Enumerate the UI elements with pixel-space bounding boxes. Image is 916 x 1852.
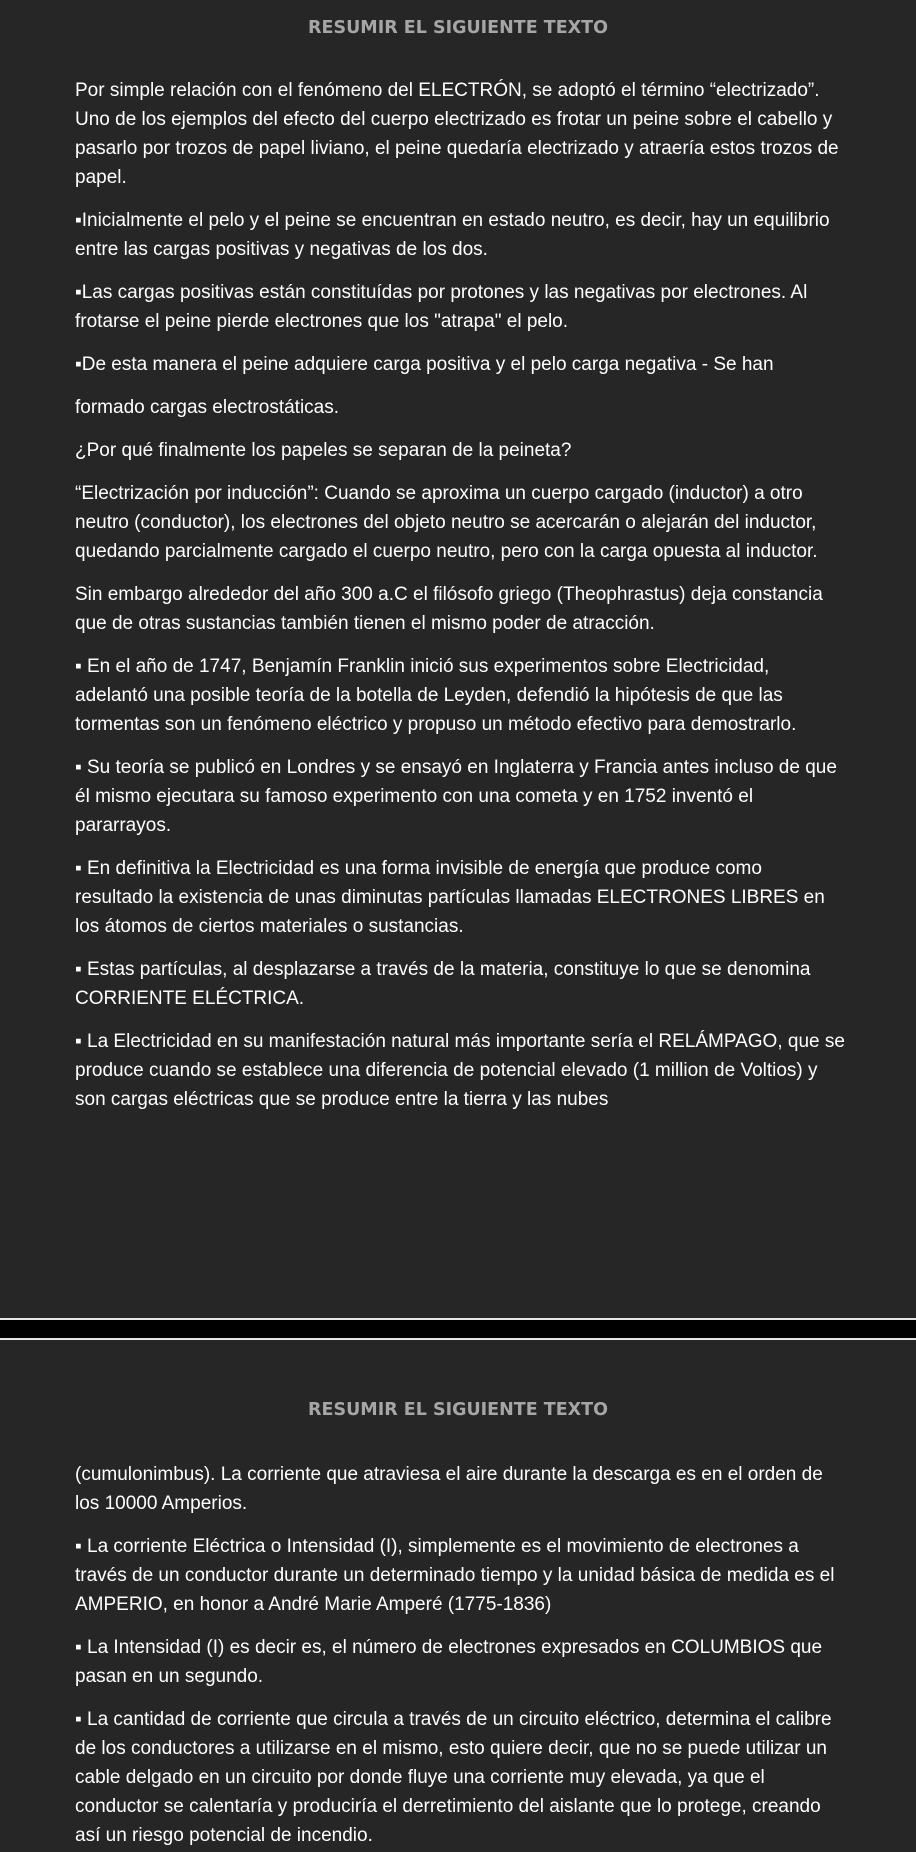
paragraph: ▪De esta manera el peine adquiere carga positiva y el pelo carga negativa - Se han: [75, 354, 774, 375]
paragraph: ▪Las cargas positivas están constituídas por protones y las negativas por electrones. Al frotarse el peine pierde electrones que los "atrapa" el pelo.: [75, 282, 808, 332]
paragraph: Por simple relación con el fenómeno del ELECTRÓN, se adoptó el término “electrizado”. Uno de los ejemplos del efecto del cuerpo electrizado es frotar un peine sobre el cabello y pasarlo por trozos de papel liviano, el peine quedaría electrizado y atraería estos trozos de papel.: [75, 80, 839, 188]
page-body: [75, 76, 845, 1128]
paragraph: ▪Inicialmente el pelo y el peine se encuentran en estado neutro, es decir, hay un equilibrio entre las cargas positivas y negativas de los dos.: [75, 210, 830, 260]
page-separator: [0, 1318, 916, 1340]
paragraph: ¿Por qué finalmente los papeles se separan de la peineta?: [75, 440, 572, 461]
paragraph: ▪ Estas partículas, al desplazarse a través de la materia, constituye lo que se denomina CORRIENTE ELÉCTRICA.: [75, 959, 811, 1009]
paragraph: formado cargas electrostáticas.: [75, 397, 340, 418]
paragraph: ▪ Su teoría se publicó en Londres y se ensayó en Inglaterra y Francia antes incluso de que él mismo ejecutara su famoso experimento con una cometa y en 1752 inventó el pararrayos.: [75, 757, 837, 836]
paragraph: “Electrización por inducción”: Cuando se aproxima un cuerpo cargado (inductor) a otro neutro (conductor), los electrones del objeto neutro se acercarán o alejarán del inductor, quedando parcialmente cargado el cuerpo neutro, pero con la carga opuesta al inductor.: [75, 483, 818, 562]
paragraph: Sin embargo alrededor del año 300 a.C el filósofo griego (Theophrastus) deja constancia que de otras sustancias también tienen el mismo poder de atracción.: [75, 584, 823, 634]
paragraph: ▪ En definitiva la Electricidad es una forma invisible de energía que produce como resultado la existencia de unas diminutas partículas llamadas ELECTRONES LIBRES en los átomos de ciertos materiales o sustancias.: [75, 858, 825, 937]
paragraph: ▪ La cantidad de corriente que circula a través de un circuito eléctrico, determina el calibre de los conductores a utilizarse en el mismo, esto quiere decir, que no se puede utilizar un cable delgado en un circuito por donde fluye una corriente muy elevada, ya que el conductor se calentaría y produciría el derretimiento del aislante que lo protege, creando así un riesgo potencial de incendio.: [75, 1709, 832, 1846]
page-heading: RESUMIR EL SIGUIENTE TEXTO: [308, 18, 608, 38]
page-body: [75, 1460, 845, 1852]
paragraph: (cumulonimbus). La corriente que atraviesa el aire durante la descarga es en el orden de los 10000 Amperios.: [75, 1464, 823, 1514]
paragraph: ▪ En el año de 1747, Benjamín Franklin inició sus experimentos sobre Electricidad, adelantó una posible teoría de la botella de Leyden, defendió la hipótesis de que las tormentas son un fenómeno eléctrico y propuso un método efectivo para demostrarlo.: [75, 656, 797, 735]
document-page-2: [0, 1340, 916, 1852]
paragraph: ▪ La corriente Eléctrica o Intensidad (I), simplemente es el movimiento de electrones a través de un conductor durante un determinado tiempo y la unidad básica de medida es el AMPERIO, en honor a André Marie Amperé (1775-1836): [75, 1536, 835, 1615]
paragraph: ▪ La Electricidad en su manifestación natural más importante sería el RELÁMPAGO, que se produce cuando se establece una diferencia de potencial elevado (1 million de Voltios) y son cargas eléctricas que se produce entre la tierra y las nubes: [75, 1031, 845, 1110]
page-heading: RESUMIR EL SIGUIENTE TEXTO: [308, 1400, 608, 1420]
paragraph: ▪ La Intensidad (I) es decir es, el número de electrones expresados en COLUMBIOS que pasan en un segundo.: [75, 1637, 823, 1687]
